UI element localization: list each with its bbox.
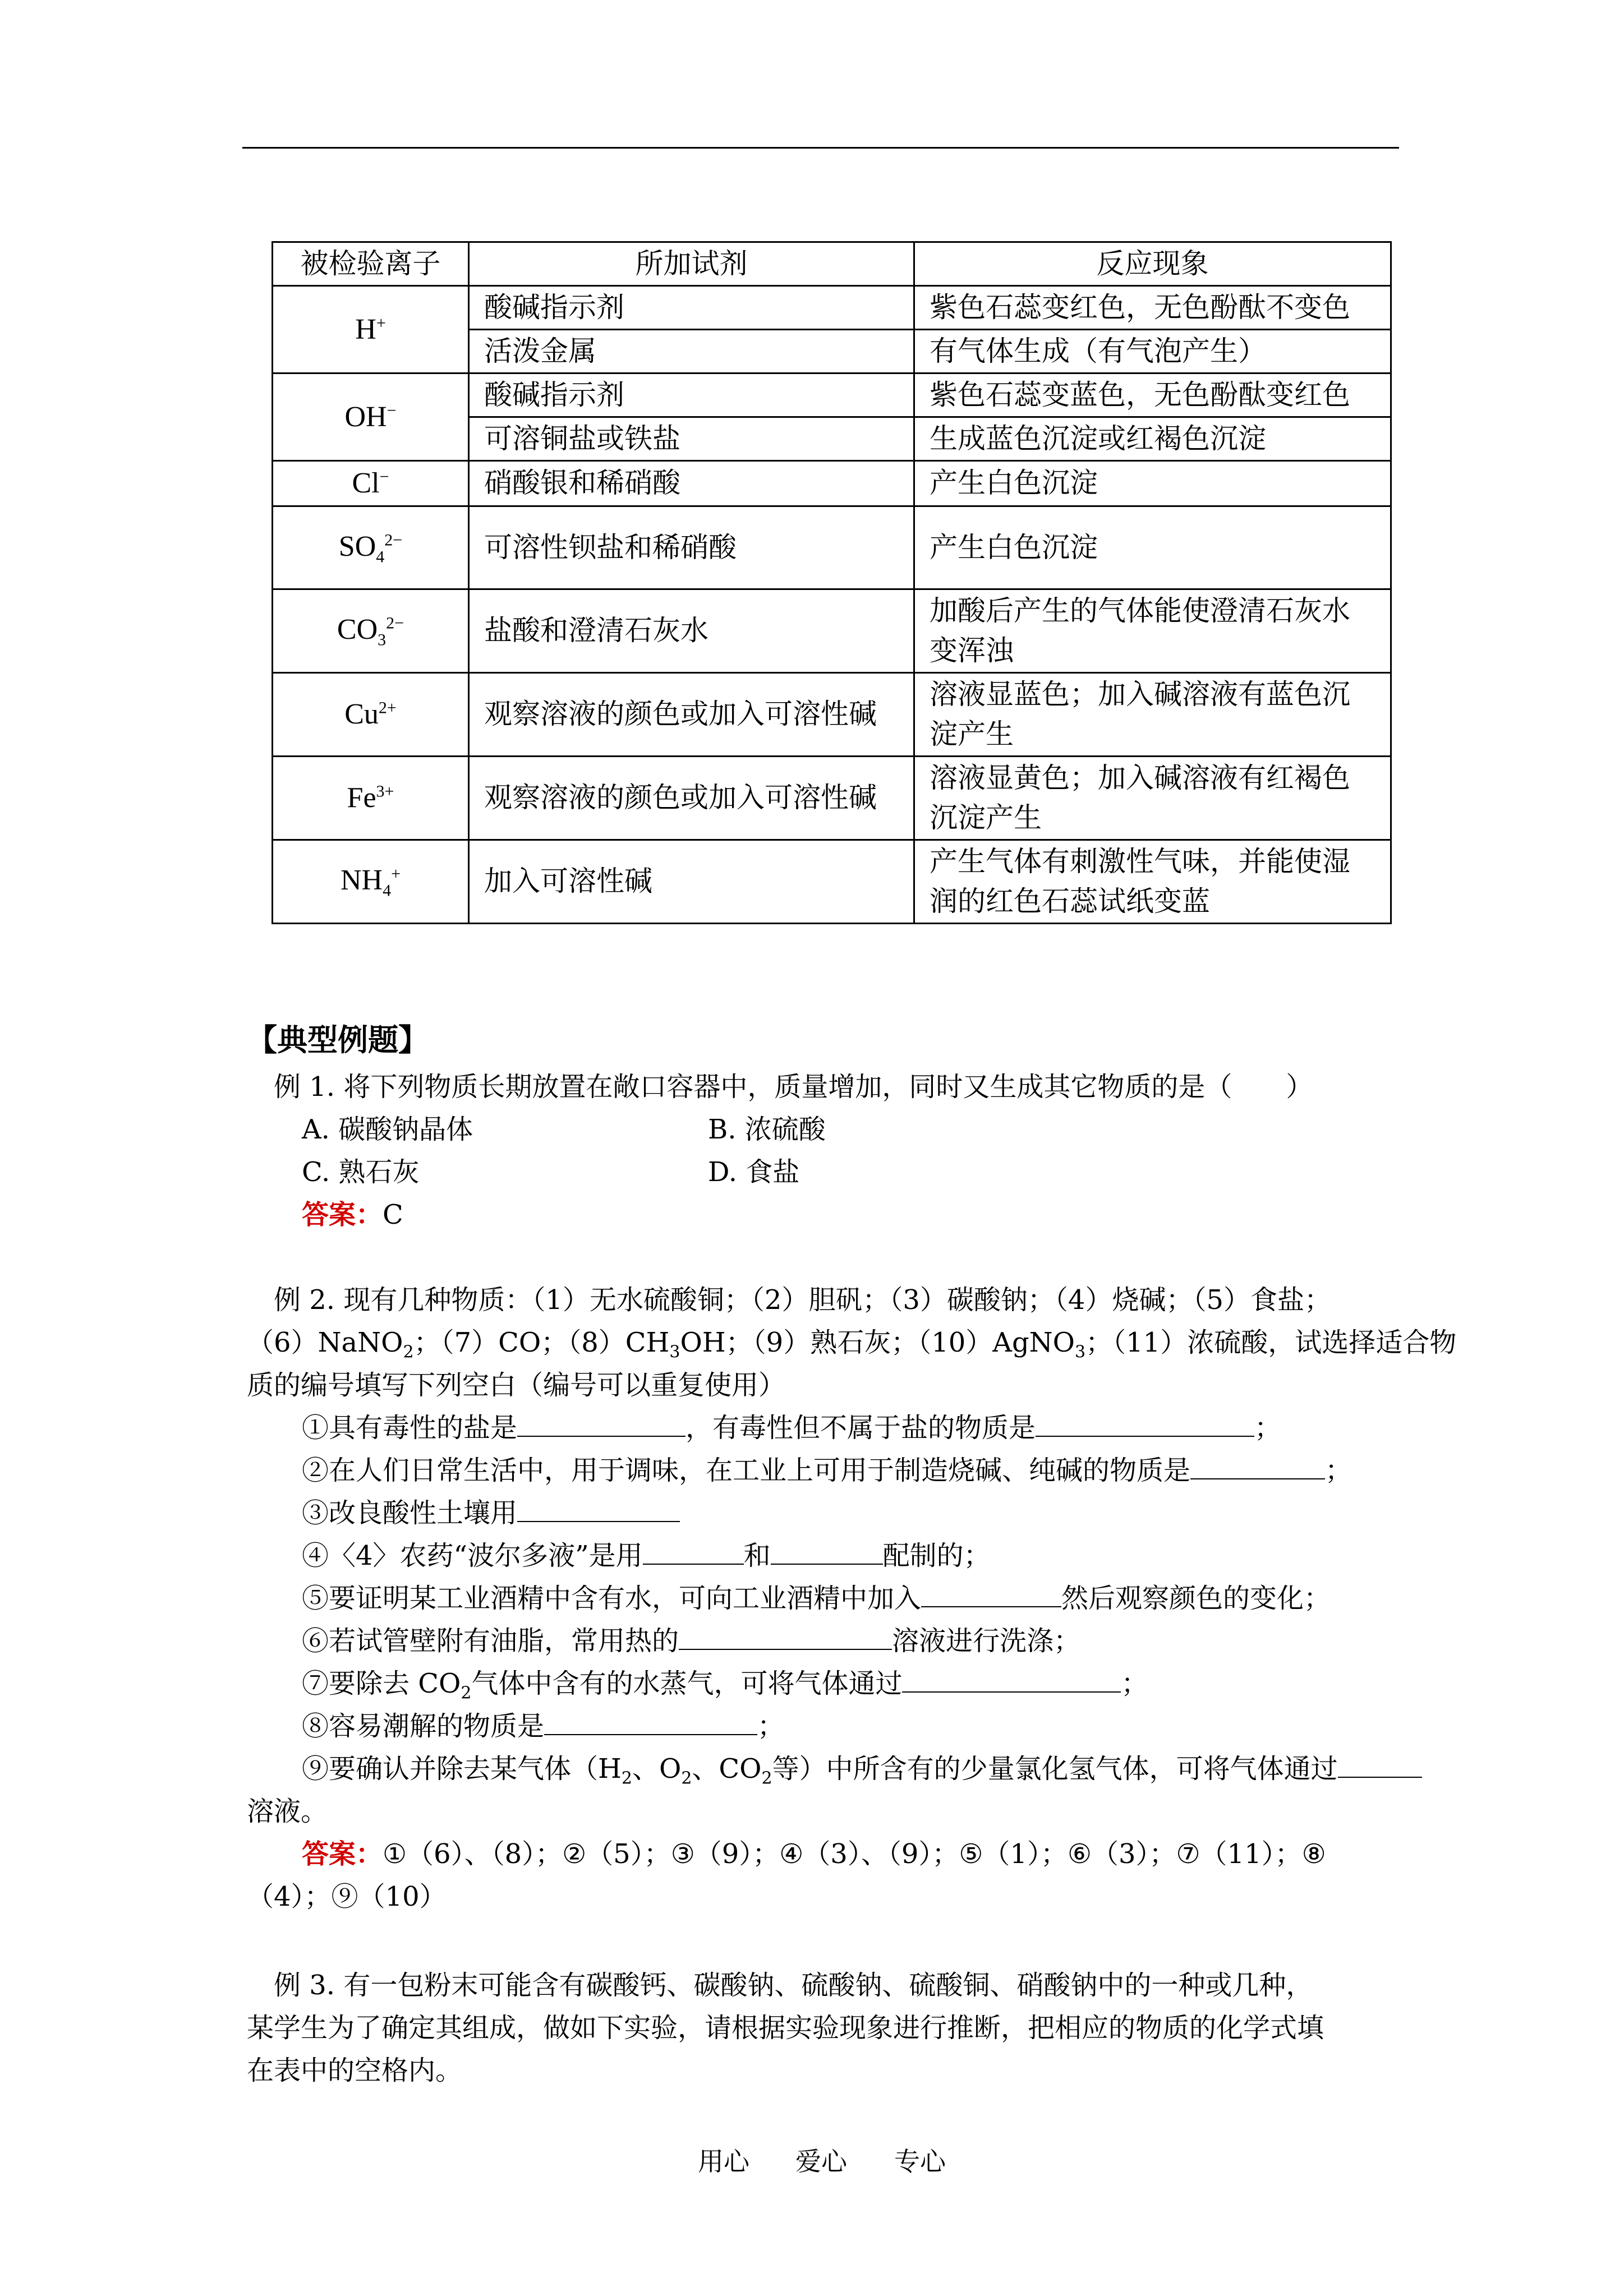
ex2-q3: ③改良酸性土壤用: [302, 1497, 680, 1530]
table-row: [273, 840, 1391, 923]
header-phenomenon: 反应现象: [914, 242, 1391, 286]
answer-label: 答案：: [302, 1199, 383, 1230]
ex2-line2: （6）NaNO$_2$；（7）CO；$(8)CH_3OH$；（9）熟石灰；（10）AgNO$_3$；（11）浓硫酸，试选择适合物: [247, 1327, 1457, 1362]
footer-text-3: 专心: [894, 2146, 946, 2177]
table-header-row: [273, 242, 1391, 286]
blank[interactable]: [679, 1626, 892, 1650]
footer-text-1: 用心: [698, 2146, 749, 2177]
ion-cell: H+: [273, 286, 469, 374]
blank[interactable]: [517, 1413, 686, 1437]
header-rule: [242, 147, 1399, 149]
ex3-line1: 例 3. 有一包粉末可能含有碳酸钙、碳酸钠、硫酸钠、硫酸铜、硝酸钠中的一种或几种，: [274, 1970, 1313, 2001]
reagent-cell: 盐酸和澄清石灰水: [469, 589, 914, 672]
ion-cell: OH−: [273, 374, 469, 461]
ex3-line2: 某学生为了确定其组成，做如下实验，请根据实验现象进行推断，把相应的物质的化学式填: [247, 2012, 1324, 2044]
ex2-q4: ④〈4〉农药“波尔多液”是用 和 配制的；: [302, 1540, 991, 1571]
ion-cell: $NH_4^+$: [273, 840, 469, 923]
reagent-cell: 硝酸银和稀硝酸: [469, 461, 914, 506]
ion-cell: $Cu^{2+}$: [273, 672, 469, 756]
phenomenon-cell: 紫色石蕊变红色，无色酚酞不变色: [914, 286, 1391, 330]
ex2-q1: ①具有毒性的盐是 ，有毒性但不属于盐的物质是 ；: [302, 1412, 1282, 1444]
phenomenon-cell: 产生气体有刺激性气味，并能使湿润的红色石蕊试纸变蓝: [914, 840, 1391, 923]
ion-cell: $Fe^{3+}$: [273, 756, 469, 840]
header-reagent: 所加试剂: [469, 242, 914, 286]
ex2-q9-end: 溶液。: [247, 1796, 328, 1827]
reagent-cell: 观察溶液的颜色或加入可溶性碱: [469, 672, 914, 756]
ex1-answer-value: C: [383, 1199, 403, 1230]
ex1-option-c: C. 熟石灰: [302, 1156, 420, 1188]
phenomenon-cell: 产生白色沉淀: [914, 506, 1391, 589]
answer-label: 答案：: [302, 1838, 383, 1870]
ex2-q8: ⑧容易潮解的物质是 ；: [302, 1711, 785, 1742]
ex2-q9: ⑨要确认并除去某气体（$H_2$、$O_2$、$CO_2$等）中所含有的少量氯化氢气体，可将气体通过: [302, 1753, 1422, 1789]
blank[interactable]: [1338, 1754, 1422, 1778]
phenomenon-cell: 有气体生成（有气泡产生）: [914, 330, 1391, 374]
phenomenon-cell: 产生白色沉淀: [914, 461, 1391, 506]
phenomenon-cell: 紫色石蕊变蓝色，无色酚酞变红色: [914, 374, 1391, 417]
reagent-cell: 可溶铜盐或铁盐: [469, 417, 914, 461]
reagent-cell: 酸碱指示剂: [469, 374, 914, 417]
phenomenon-cell: 加酸后产生的气体能使澄清石灰水变浑浊: [914, 589, 1391, 672]
reagent-cell: 可溶性钡盐和稀硝酸: [469, 506, 914, 589]
table-row: [273, 756, 1391, 840]
table-row: [273, 589, 1391, 672]
ex1-option-d: D. 食盐: [708, 1156, 800, 1188]
ex2-q5: ⑤要证明某工业酒精中含有水，可向工业酒精中加入 然后观察颜色的变化；: [302, 1583, 1331, 1614]
table-row: [273, 506, 1391, 589]
phenomenon-cell: 生成蓝色沉淀或红褐色沉淀: [914, 417, 1391, 461]
table-row: [273, 672, 1391, 756]
reagent-cell: 活泼金属: [469, 330, 914, 374]
blank[interactable]: [771, 1541, 883, 1565]
table-row: [273, 374, 1391, 417]
blank[interactable]: [921, 1584, 1061, 1607]
reagent-cell: 酸碱指示剂: [469, 286, 914, 330]
section-title: 【典型例题】: [247, 1022, 429, 1058]
ion-test-table: [272, 241, 1392, 924]
ion-cell: $CO_3^{2-}$: [273, 589, 469, 672]
ex1-question: 例 1. 将下列物质长期放置在敞口容器中，质量增加，同时又生成其它物质的是（ ）: [274, 1071, 1313, 1103]
ex2-answer-line1: ①（6）、（8）；②（5）；③（9）；④（3）、（9）；⑤（1）；⑥（3）；⑦（11）；⑧: [383, 1838, 1326, 1870]
ex2-q6: ⑥若试管壁附有油脂，常用热的 溶液进行洗涤；: [302, 1625, 1081, 1657]
ex1-option-a: A. 碳酸钠晶体: [302, 1114, 473, 1145]
blank[interactable]: [1036, 1413, 1254, 1437]
footer-text-2: 爱心: [795, 2146, 847, 2177]
ex2-answer: [302, 1838, 1326, 1871]
reagent-cell: 加入可溶性碱: [469, 840, 914, 923]
phenomenon-cell: 溶液显黄色；加入碱溶液有红褐色沉淀产生: [914, 756, 1391, 840]
phenomenon-cell: 溶液显蓝色；加入碱溶液有蓝色沉淀产生: [914, 672, 1391, 756]
ion-cell: Cl−: [273, 461, 469, 506]
table-row: [273, 461, 1391, 506]
blank[interactable]: [902, 1669, 1121, 1693]
blank[interactable]: [1190, 1456, 1325, 1479]
reagent-cell: 观察溶液的颜色或加入可溶性碱: [469, 756, 914, 840]
ex1-option-b: B. 浓硫酸: [708, 1114, 826, 1145]
ex2-line3: 质的编号填写下列空白（编号可以重复使用）: [247, 1370, 786, 1401]
ex2-q7: ⑦要除去 $CO_2$气体中含有的水蒸气，可将气体通过 ；: [302, 1668, 1148, 1703]
ion-cell: $SO_4^{2-}$: [273, 506, 469, 589]
ex2-q2: ②在人们日常生活中，用于调味，在工业上可用于制造烧碱、纯碱的物质是 ；: [302, 1455, 1352, 1486]
header-ion: 被检验离子: [273, 242, 469, 286]
table-row: [273, 286, 1391, 330]
blank[interactable]: [517, 1499, 680, 1522]
ex2-answer-line2: （4）；⑨（10）: [247, 1881, 447, 1912]
blank[interactable]: [544, 1712, 757, 1735]
blank[interactable]: [643, 1541, 744, 1565]
ex2-line1: 例 2. 现有几种物质：（1）无水硫酸铜；（2）胆矾；（3）碳酸钠；（4）烧碱；（5）食盐；: [274, 1284, 1332, 1316]
ex3-line3: 在表中的空格内。: [247, 2055, 463, 2086]
ex1-answer: [302, 1199, 403, 1232]
